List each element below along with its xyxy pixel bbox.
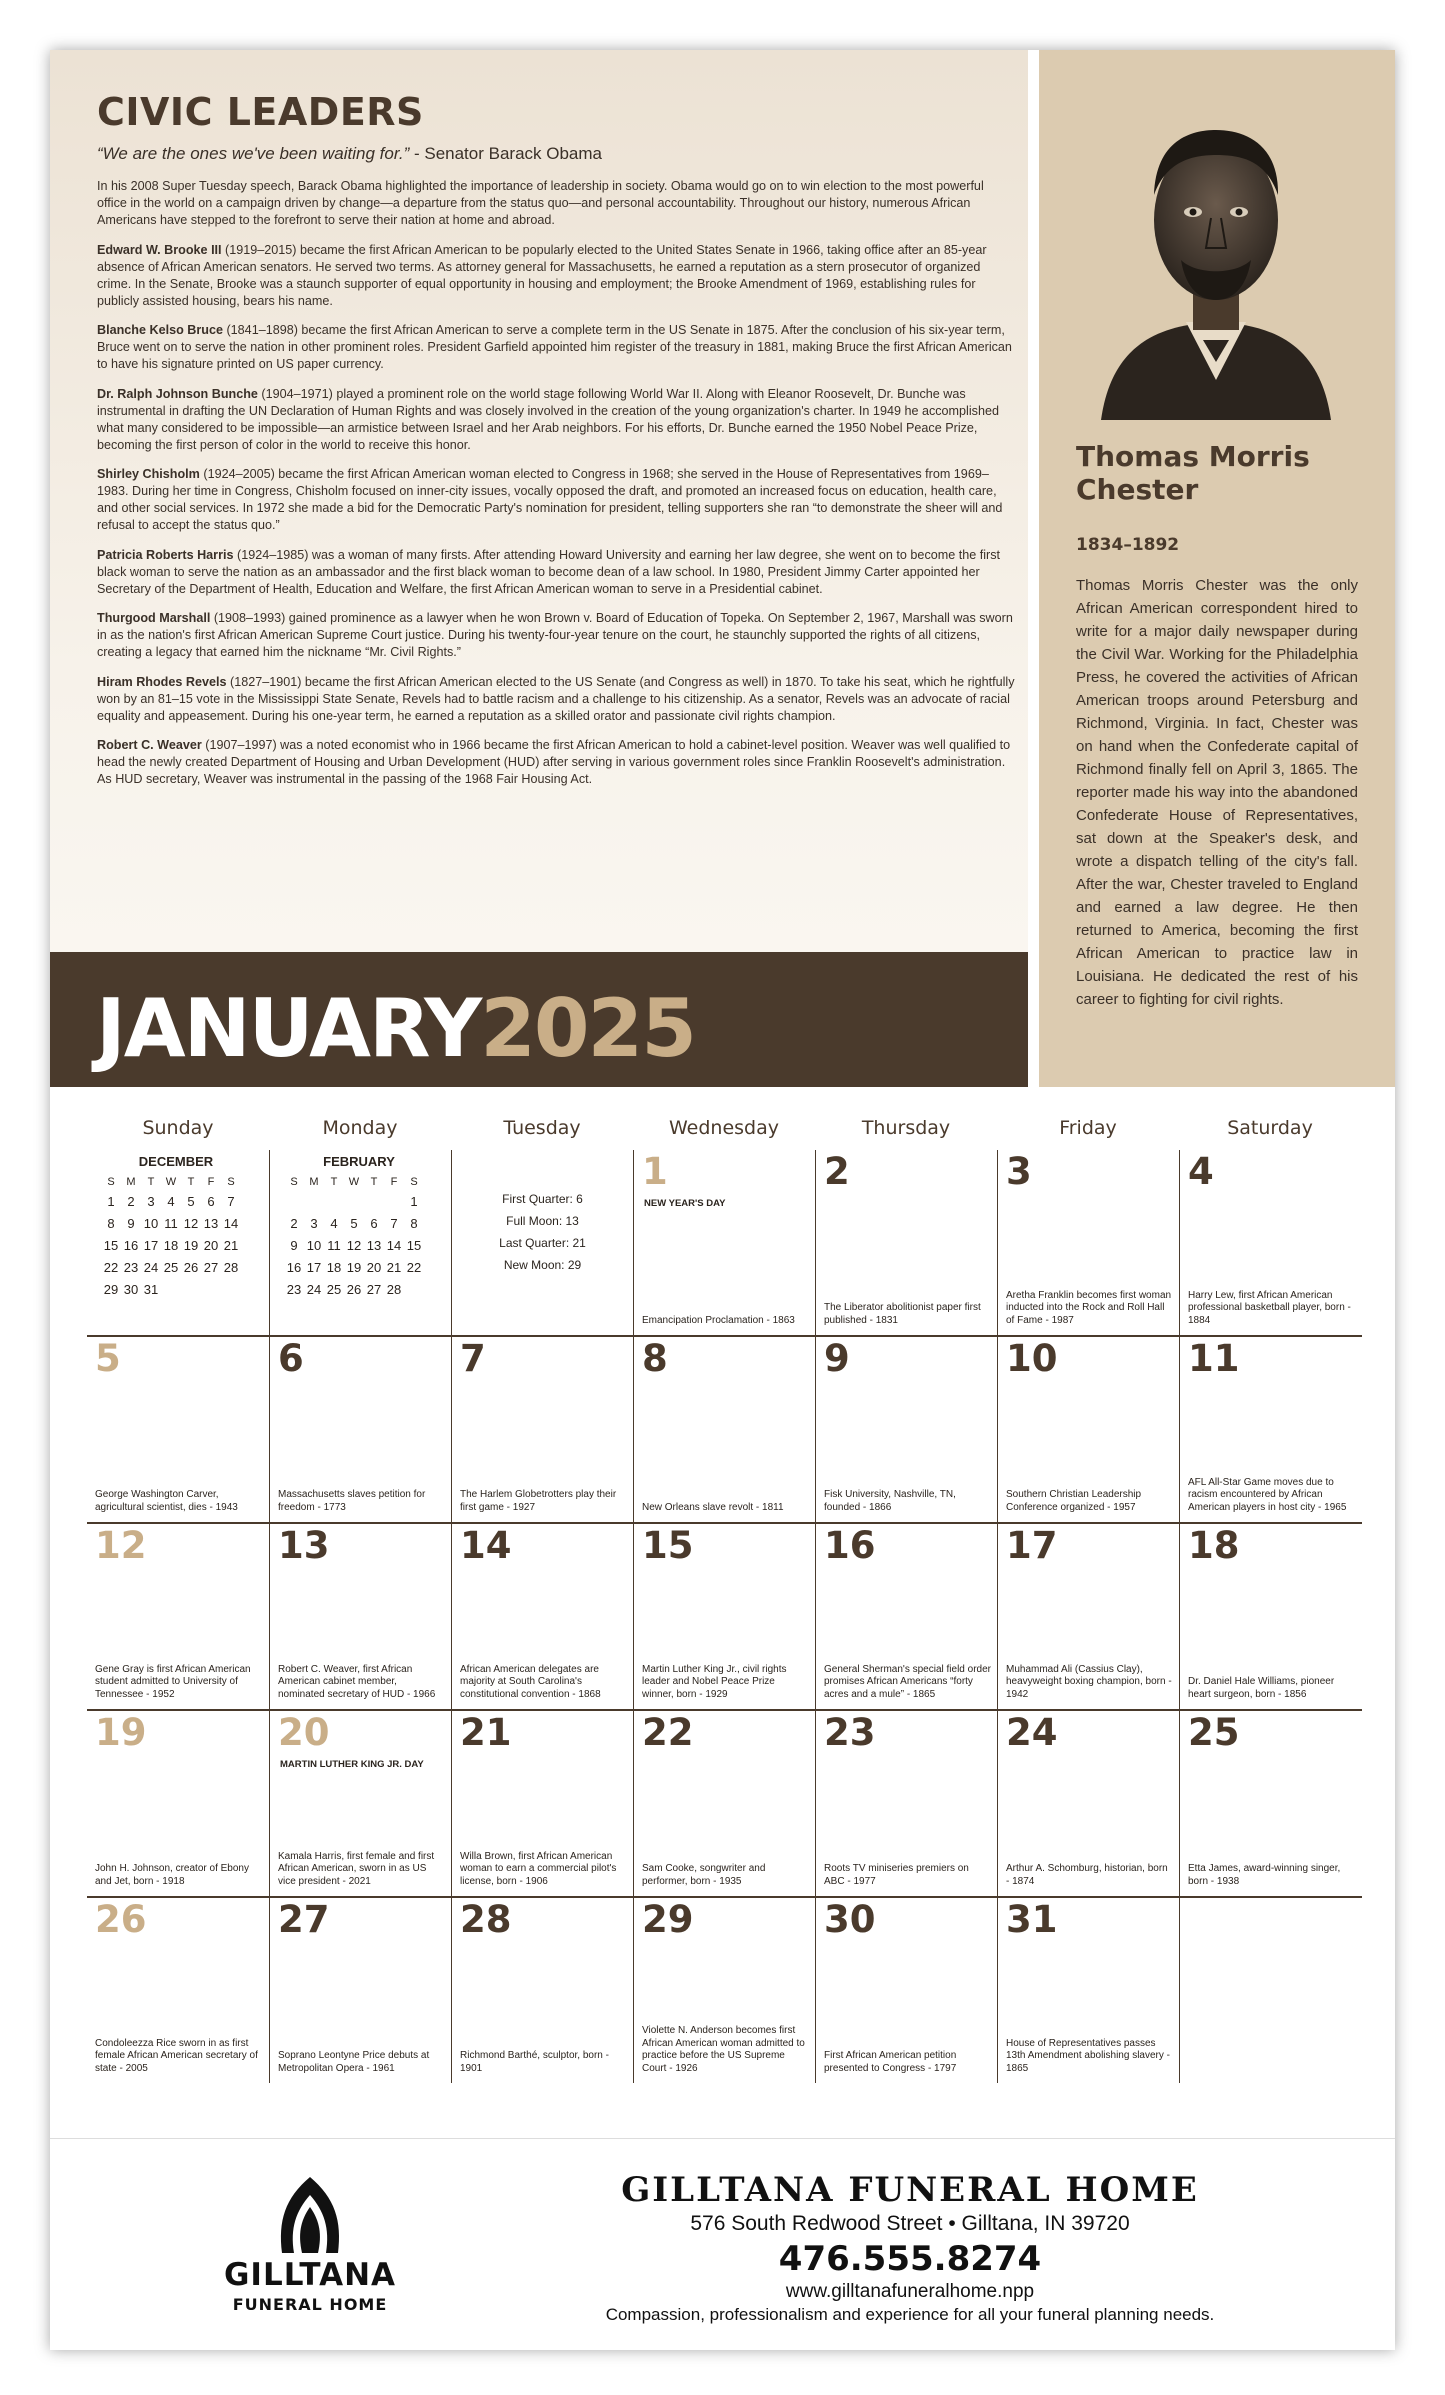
- mini-day: 17: [143, 1238, 159, 1253]
- day-event: Robert C. Weaver, first African American cabinet member, nominated secretary of HUD - 1966: [278, 1663, 436, 1700]
- article-quote: [97, 144, 1017, 164]
- day-number: 29: [642, 1898, 694, 1941]
- mini-calendar-title: FEBRUARY: [323, 1154, 395, 1169]
- business-logo: [190, 2173, 430, 2323]
- mini-day: [161, 1279, 181, 1301]
- paragraph-text: (1841–1898) became the first African American to serve a complete term in the US Senate in 1875. After the conclusion of his six-year term, Bruce went on to serve the nation in other prominent roles. President Garfield appointed him register of the treasury in 1881, making Bruce the first African American to have his signature printed on US paper currency.: [97, 323, 1012, 371]
- business-phone: 476.555.8274: [778, 2239, 1042, 2279]
- day-number: 1: [642, 1150, 668, 1193]
- mini-day: 20: [366, 1260, 382, 1275]
- mini-day: 17: [306, 1260, 322, 1275]
- mini-day: 28: [386, 1282, 402, 1297]
- day-number: 23: [824, 1711, 876, 1754]
- mini-calendar-header: [101, 1173, 251, 1191]
- article-paragraph: [97, 178, 1017, 229]
- mini-day: 18: [163, 1238, 179, 1253]
- person-biography: Thomas Morris Chester was the only African American correspondent hired to write for a major daily newspaper during the Civil War. Working for the Philadelphia Press, he covered the activities of African American troops around Petersburg and Richmond, Virginia. In fact, Chester was on hand when the Confederate capital of Richmond finally fell on April 3, 1865. The reporter made his way into the abandoned Confederate House of Representatives, sat down at the Speaker's desk, and wrote a dispatch telling of the city's fall. After the war, Chester traveled to England and earned a law degree. He then returned to America, becoming the first African American to practice law in Louisiana. He dedicated the rest of his career to fighting for civil rights.: [1076, 577, 1358, 1008]
- mini-calendar-row: [101, 1213, 251, 1235]
- day-number: 10: [1006, 1337, 1058, 1380]
- day-event: Kamala Harris, first female and first African American, sworn in as US vice president - 2021: [278, 1850, 435, 1887]
- article-body: [97, 178, 1017, 788]
- day-cell-30: [815, 1898, 997, 2083]
- mini-calendar-row: [101, 1279, 251, 1301]
- mini-day: 13: [203, 1216, 219, 1231]
- month-name: JANUARY: [96, 982, 481, 1075]
- mini-day: 27: [366, 1282, 382, 1297]
- day-event: Willa Brown, first African American woman to earn a commercial pilot's license, born - 1906: [460, 1850, 617, 1887]
- logo-name: GILLTANA: [223, 2257, 397, 2293]
- day-event: Roots TV miniseries premiers on ABC - 1977: [824, 1863, 969, 1887]
- mini-calendar-row: [284, 1213, 434, 1235]
- day-number: 21: [460, 1711, 512, 1754]
- mini-day: 24: [306, 1282, 322, 1297]
- day-event: Aretha Franklin becomes first woman inducted into the Rock and Roll Hall of Fame - 1987: [1006, 1289, 1172, 1326]
- day-number: 5: [95, 1337, 121, 1380]
- day-cell-2: [815, 1150, 997, 1335]
- day-event: Fisk University, Nashville, TN, founded - 1866: [824, 1489, 956, 1513]
- mini-weekday: F: [207, 1176, 215, 1188]
- mini-weekday: T: [147, 1176, 155, 1188]
- moon-phases-cell: [451, 1150, 633, 1335]
- holiday-label: NEW YEAR'S DAY: [644, 1198, 726, 1209]
- paragraph-lead-name: Thurgood Marshall: [97, 611, 211, 625]
- month-year: 2025: [480, 982, 695, 1075]
- mini-day: [304, 1191, 324, 1213]
- mini-calendar-row: [284, 1235, 434, 1257]
- mini-weekday: M: [126, 1176, 136, 1188]
- weekday-label: Monday: [322, 1117, 398, 1139]
- article-paragraph: [97, 610, 1017, 661]
- day-event: African American delegates are majority at South Carolina's constitutional convention - 1868: [460, 1663, 601, 1700]
- mini-weekday: F: [390, 1176, 398, 1188]
- day-cell-22: [633, 1711, 815, 1896]
- mini-calendar-row: [284, 1257, 434, 1279]
- day-number: 7: [460, 1337, 486, 1380]
- mini-day: 16: [123, 1238, 139, 1253]
- mini-calendar-row: [101, 1257, 251, 1279]
- paragraph-text: (1924–2005) became the first African American woman elected to Congress in 1968; she served in the House of Representatives from 1969–1983. During her time in Congress, Chisholm focused on inner-city issues, vocally opposed the draft, and promoted an increased focus on education, health care, and other social services. In 1972 she made a bid for the Democratic Party's nomination for president, telling supporters she ran “to demonstrate the sheer will and refusal to accept the status quo.”: [97, 467, 1003, 532]
- mini-day: [384, 1191, 404, 1213]
- day-cell-13: [269, 1524, 451, 1709]
- quote-attribution: - Senator Barack Obama: [409, 144, 603, 163]
- mini-weekday: W: [348, 1176, 360, 1188]
- business-website[interactable]: www.gilltanafuneralhome.npp: [785, 2281, 1035, 2302]
- mini-day: 13: [366, 1238, 382, 1253]
- featured-person-sidebar: [1039, 50, 1395, 1087]
- mini-day: 18: [326, 1260, 342, 1275]
- mini-calendar-row: [101, 1235, 251, 1257]
- day-cell-23: [815, 1711, 997, 1896]
- month-banner: [50, 952, 1028, 1087]
- article-paragraph: [97, 386, 1017, 454]
- mini-day: [364, 1191, 384, 1213]
- logo-subtitle: FUNERAL HOME: [232, 2295, 388, 2314]
- calendar-week-row: [87, 1150, 1362, 1337]
- business-address: 576 South Redwood Street • Gilltana, IN 39720: [690, 2212, 1130, 2235]
- paragraph-text: In his 2008 Super Tuesday speech, Barack Obama highlighted the importance of leadership in society. Obama would go on to win election to the most powerful office in the world on a campaign driven by change—a departure from the status quo—and personal accountability. Throughout our history, numerous African Americans have stepped to the forefront to serve their nation at home and abroad.: [97, 179, 984, 227]
- person-years: 1834–1892: [1076, 535, 1180, 555]
- mini-weekday: M: [309, 1176, 319, 1188]
- mini-day: [284, 1191, 304, 1213]
- mini-day: 11: [327, 1238, 341, 1253]
- flame-icon: [190, 2173, 430, 2257]
- day-cell-5: [87, 1337, 269, 1522]
- mini-day: 19: [183, 1238, 199, 1253]
- day-event: Soprano Leontyne Price debuts at Metropolitan Opera - 1961: [278, 2050, 430, 2074]
- moon-phases: [452, 1188, 633, 1276]
- mini-day: 6: [207, 1194, 215, 1209]
- mini-weekday: S: [227, 1176, 235, 1188]
- mini-day: 14: [386, 1238, 402, 1253]
- mini-weekday: S: [410, 1176, 418, 1188]
- mini-day: 23: [286, 1282, 302, 1297]
- day-cell-11: [1179, 1337, 1361, 1522]
- day-event: House of Representatives passes 13th Amendment abolishing slavery - 1865: [1006, 2037, 1170, 2074]
- weekday-label: Wednesday: [668, 1117, 779, 1139]
- paragraph-lead-name: Edward W. Brooke III: [97, 242, 222, 257]
- mini-day: 10: [306, 1238, 322, 1253]
- mini-calendar-title: DECEMBER: [138, 1154, 214, 1169]
- mini-day: 7: [227, 1194, 235, 1209]
- day-event: John H. Johnson, creator of Ebony and Jet, born - 1918: [95, 1863, 249, 1887]
- day-event: Massachusetts slaves petition for freedom - 1773: [278, 1489, 426, 1513]
- mini-day: [324, 1191, 344, 1213]
- day-cell-12: [87, 1524, 269, 1709]
- quote-text: “We are the ones we've been waiting for.”: [97, 144, 410, 163]
- day-cell-29: [633, 1898, 815, 2083]
- article-paragraph: [97, 242, 1017, 310]
- mini-weekday: W: [165, 1176, 177, 1188]
- day-cell-9: [815, 1337, 997, 1522]
- weekday-label: Saturday: [1227, 1117, 1313, 1139]
- mini-day: 24: [143, 1260, 159, 1275]
- month-grid: [87, 1110, 1362, 2083]
- paragraph-text: (1827–1901) became the first African American elected to the US Senate (and Congress as well) in 1870. To take his seat, which he rightfully won by an 81–15 vote in the Mississippi State Senate, Revels had to battle racism and a challenge to his citizenship. As a senator, Revels was an advocate of racial equality and appeasement. During his one-year term, he earned a reputation as a skilled orator and passionate civil rights champion.: [97, 674, 1015, 723]
- business-name: GILLTANA FUNERAL HOME: [621, 2170, 1199, 2210]
- day-number: 15: [642, 1524, 694, 1567]
- mini-day: 4: [167, 1194, 175, 1209]
- mini-calendar-row: [284, 1279, 434, 1301]
- mini-day: 12: [183, 1216, 199, 1231]
- weekday-label: Tuesday: [503, 1117, 581, 1139]
- article-paragraph: [97, 547, 1017, 598]
- day-number: 12: [95, 1524, 147, 1567]
- calendar-weeks: [87, 1150, 1362, 2083]
- day-event: Emancipation Proclamation - 1863: [642, 1314, 795, 1326]
- day-cell-16: [815, 1524, 997, 1709]
- paragraph-text: (1924–1985) was a woman of many firsts. After attending Howard University and earning her law degree, she went on to become the first black woman to serve the nation as an ambassador and the first black woman to become dean of a law school. In 1980, President Jimmy Carter appointed her Secretary of the Department of Health, Education and Welfare, the first African American woman to serve in a Presidential cabinet.: [97, 547, 1001, 596]
- day-number: 3: [1006, 1150, 1032, 1193]
- mini-weekday: S: [107, 1176, 115, 1188]
- mini-day: 7: [390, 1216, 398, 1231]
- day-event: General Sherman's special field order promises African Americans “forty acres and a mule” - 1865: [824, 1663, 991, 1700]
- day-number: 18: [1188, 1524, 1240, 1567]
- day-number: 20: [278, 1711, 330, 1754]
- weekday-header: [87, 1110, 1362, 1150]
- mini-day: 2: [290, 1216, 298, 1231]
- day-event: Sam Cooke, songwriter and performer, born - 1935: [642, 1863, 766, 1887]
- article-paragraph: [97, 737, 1017, 788]
- day-event: The Liberator abolitionist paper first published - 1831: [824, 1302, 981, 1326]
- day-event: Dr. Daniel Hale Williams, pioneer heart surgeon, born - 1856: [1188, 1676, 1335, 1700]
- day-number: 4: [1188, 1150, 1214, 1193]
- holiday-label: MARTIN LUTHER KING JR. DAY: [280, 1759, 424, 1770]
- weekday-label: Friday: [1059, 1117, 1117, 1139]
- person-name: Thomas Morris Chester: [1076, 440, 1310, 506]
- mini-day: 16: [286, 1260, 302, 1275]
- day-cell-3: [997, 1150, 1179, 1335]
- mini-day: 3: [310, 1216, 318, 1231]
- mini-day: 31: [143, 1282, 159, 1297]
- weekday-label: Thursday: [861, 1117, 951, 1139]
- day-event: George Washington Carver, agricultural scientist, dies - 1943: [95, 1489, 238, 1513]
- mini-day: 23: [123, 1260, 139, 1275]
- mini-day: 21: [223, 1238, 239, 1253]
- day-cell-1: [633, 1150, 815, 1335]
- day-cell-20: [269, 1711, 451, 1896]
- month-title: [96, 982, 695, 1075]
- calendar-week-row: [87, 1524, 1362, 1711]
- mini-day: [201, 1279, 221, 1301]
- mini-day: 9: [127, 1216, 135, 1231]
- mini-day: 26: [183, 1260, 199, 1275]
- day-cell-4: [1179, 1150, 1361, 1335]
- day-number: 6: [278, 1337, 304, 1380]
- paragraph-lead-name: Robert C. Weaver: [97, 738, 202, 752]
- day-cell-8: [633, 1337, 815, 1522]
- mini-day: [221, 1279, 241, 1301]
- mini-calendar-cell: [269, 1150, 451, 1335]
- mini-day: [181, 1279, 201, 1301]
- day-event: Southern Christian Leadership Conference organized - 1957: [1006, 1489, 1142, 1513]
- mini-calendar-row: [101, 1191, 251, 1213]
- day-event: AFL All-Star Game moves due to racism encountered by African American players in host city - 1965: [1188, 1476, 1347, 1513]
- day-number: 14: [460, 1524, 512, 1567]
- mini-weekday: S: [290, 1176, 298, 1188]
- moon-phase-item: First Quarter: 6: [502, 1192, 583, 1206]
- article-paragraph: [97, 322, 1017, 373]
- day-cell-21: [451, 1711, 633, 1896]
- day-cell-18: [1179, 1524, 1361, 1709]
- day-event: Harry Lew, first African American professional basketball player, born - 1884: [1188, 1289, 1351, 1326]
- mini-calendar-header: [284, 1173, 434, 1191]
- mini-day: 8: [410, 1216, 418, 1231]
- day-number: 22: [642, 1711, 694, 1754]
- day-cell-19: [87, 1711, 269, 1896]
- day-number: 31: [1006, 1898, 1058, 1941]
- day-number: 2: [824, 1150, 850, 1193]
- paragraph-text: (1907–1997) was a noted economist who in 1966 became the first African American to hold a cabinet-level position. Weaver was well qualified to head the newly created Department of Housing and Urban Development (HUD) after serving in various government roles since Franklin Roosevelt's administration. As HUD secretary, Weaver was instrumental in the passing of the 1968 Fair Housing Act.: [97, 738, 1011, 786]
- day-event: Etta James, award-winning singer, born - 1938: [1188, 1863, 1341, 1887]
- mini-day: 14: [223, 1216, 239, 1231]
- mini-day: 3: [147, 1194, 155, 1209]
- day-number: 26: [95, 1898, 147, 1941]
- day-number: 28: [460, 1898, 512, 1941]
- paragraph-lead-name: Shirley Chisholm: [97, 467, 200, 481]
- article-title: CIVIC LEADERS: [97, 90, 424, 134]
- paragraph-lead-name: Dr. Ralph Johnson Bunche: [97, 386, 258, 401]
- mini-day: 1: [410, 1194, 418, 1209]
- day-cell-7: [451, 1337, 633, 1522]
- day-cell-10: [997, 1337, 1179, 1522]
- day-cell-14: [451, 1524, 633, 1709]
- mini-calendar-mini_prev: [101, 1154, 251, 1301]
- mini-weekday: T: [187, 1176, 195, 1188]
- mini-day: 15: [406, 1238, 422, 1253]
- day-cell-25: [1179, 1711, 1361, 1896]
- mini-day: 28: [223, 1260, 239, 1275]
- mini-day: 25: [163, 1260, 179, 1275]
- mini-day: 10: [143, 1216, 159, 1231]
- moon-phase-item: Full Moon: 13: [506, 1214, 579, 1228]
- day-event: Violette N. Anderson becomes first African American woman admitted to practice before the US Supreme Court - 1926: [642, 2025, 805, 2074]
- day-number: 17: [1006, 1524, 1058, 1567]
- paragraph-text: (1908–1993) gained prominence as a lawyer when he won Brown v. Board of Education of Topeka. On September 2, 1967, Marshall was sworn in as the nation's first African American Supreme Court justice. During his twenty-four-year tenure on the court, he staunchly supported the rights of all citizens, creating a legacy that earned him the nickname “Mr. Civil Rights.”: [97, 611, 1013, 659]
- mini-day: 9: [290, 1238, 298, 1253]
- moon-phase-item: Last Quarter: 21: [499, 1236, 586, 1250]
- day-number: 9: [824, 1337, 850, 1380]
- calendar-week-row: [87, 1337, 1362, 1524]
- mini-day: 6: [370, 1216, 378, 1231]
- mini-day: [404, 1279, 424, 1301]
- day-cell-26: [87, 1898, 269, 2083]
- paragraph-text: (1919–2015) became the first African American to be popularly elected to the United States Senate in 1966, taking office after an 85-year absence of African American senators. He served two terms. As attorney general for Massachusetts, he earned a reputation as a stern prosecutor of organized crime. In the Senate, Brooke was a staunch supporter of equal opportunity in housing and employment; the Brooke Amendment of 1969, establishing rules for publicly assisted housing, bears his name.: [97, 242, 987, 308]
- day-cell-31: [997, 1898, 1179, 2083]
- day-cell-27: [269, 1898, 451, 2083]
- empty-day-cell: [1179, 1898, 1361, 2083]
- mini-day: 26: [346, 1282, 362, 1297]
- day-number: 19: [95, 1711, 147, 1754]
- contact-block: [500, 2169, 1320, 2327]
- day-number: 30: [824, 1898, 876, 1941]
- mini-day: 12: [346, 1238, 362, 1253]
- day-event: Arthur A. Schomburg, historian, born - 1874: [1006, 1863, 1168, 1887]
- paragraph-lead-name: Hiram Rhodes Revels: [97, 674, 227, 689]
- day-event: Condoleezza Rice sworn in as first female African American secretary of state - 2005: [95, 2037, 258, 2074]
- day-event: Gene Gray is first African American student admitted to University of Tennessee - 1952: [95, 1663, 251, 1700]
- mini-calendar-mini_next: [284, 1154, 434, 1301]
- day-number: 25: [1188, 1711, 1240, 1754]
- mini-day: 2: [127, 1194, 135, 1209]
- day-event: Richmond Barthé, sculptor, born - 1901: [460, 2050, 609, 2074]
- day-event: The Harlem Globetrotters play their first game - 1927: [460, 1489, 617, 1513]
- civic-leaders-article: [50, 50, 1028, 1087]
- day-event: First African American petition presented to Congress - 1797: [824, 2050, 957, 2074]
- mini-day: 19: [346, 1260, 362, 1275]
- calendar-page: [50, 50, 1395, 2350]
- paragraph-lead-name: Patricia Roberts Harris: [97, 547, 234, 562]
- day-number: 13: [278, 1524, 330, 1567]
- moon-phase-item: New Moon: 29: [503, 1258, 582, 1272]
- weekday-label: Sunday: [142, 1117, 214, 1139]
- mini-calendar-cell: [87, 1150, 269, 1335]
- mini-calendar-row: [284, 1191, 434, 1213]
- mini-day: 22: [103, 1260, 119, 1275]
- mini-day: 22: [406, 1260, 422, 1275]
- day-number: 24: [1006, 1711, 1058, 1754]
- business-tagline: Compassion, professionalism and experience for all your funeral planning needs.: [605, 2305, 1215, 2324]
- mini-day: 15: [103, 1238, 119, 1253]
- mini-day: 11: [164, 1216, 178, 1231]
- day-event: New Orleans slave revolt - 1811: [642, 1501, 784, 1513]
- mini-day: 8: [107, 1216, 115, 1231]
- day-number: 11: [1188, 1337, 1240, 1380]
- paragraph-text: (1904–1971) played a prominent role on the world stage following World War II. Along with Eleanor Roosevelt, Dr. Bunche was instrumental in drafting the UN Declaration of Human Rights and was closely involved in the creation of the young organization's charter. In 1949 he accomplished what many considered to be impossible—an armistice between Israel and her Arab neighbors. For his efforts, Dr. Bunche earned the 1950 Nobel Peace Prize, becoming the first person of color in the world to receive this honor.: [97, 386, 999, 452]
- mini-day: 20: [203, 1238, 219, 1253]
- paragraph-lead-name: Blanche Kelso Bruce: [97, 323, 223, 337]
- day-number: 8: [642, 1337, 668, 1380]
- day-cell-6: [269, 1337, 451, 1522]
- mini-day: 29: [103, 1282, 119, 1297]
- day-cell-15: [633, 1524, 815, 1709]
- mini-weekday: T: [370, 1176, 378, 1188]
- day-cell-28: [451, 1898, 633, 2083]
- day-event: Martin Luther King Jr., civil rights leader and Nobel Peace Prize winner, born - 1929: [642, 1663, 787, 1700]
- article-paragraph: [97, 674, 1017, 725]
- article-paragraph: [97, 466, 1017, 534]
- mini-day: 21: [386, 1260, 402, 1275]
- day-cell-17: [997, 1524, 1179, 1709]
- calendar-week-row: [87, 1711, 1362, 1898]
- portrait-illustration: [1081, 100, 1351, 420]
- day-number: 16: [824, 1524, 876, 1567]
- day-event: Muhammad Ali (Cassius Clay), heavyweight boxing champion, born - 1942: [1006, 1663, 1172, 1700]
- mini-day: 5: [350, 1216, 358, 1231]
- mini-day: 1: [107, 1194, 115, 1209]
- mini-day: 5: [187, 1194, 195, 1209]
- mini-day: [344, 1191, 364, 1213]
- mini-day: 4: [330, 1216, 338, 1231]
- day-cell-24: [997, 1711, 1179, 1896]
- mini-day: 27: [203, 1260, 219, 1275]
- mini-day: 30: [123, 1282, 139, 1297]
- calendar-week-row: [87, 1898, 1362, 2083]
- mini-weekday: T: [330, 1176, 338, 1188]
- advertiser-footer: [50, 2138, 1395, 2350]
- mini-day: 25: [326, 1282, 342, 1297]
- day-number: 27: [278, 1898, 330, 1941]
